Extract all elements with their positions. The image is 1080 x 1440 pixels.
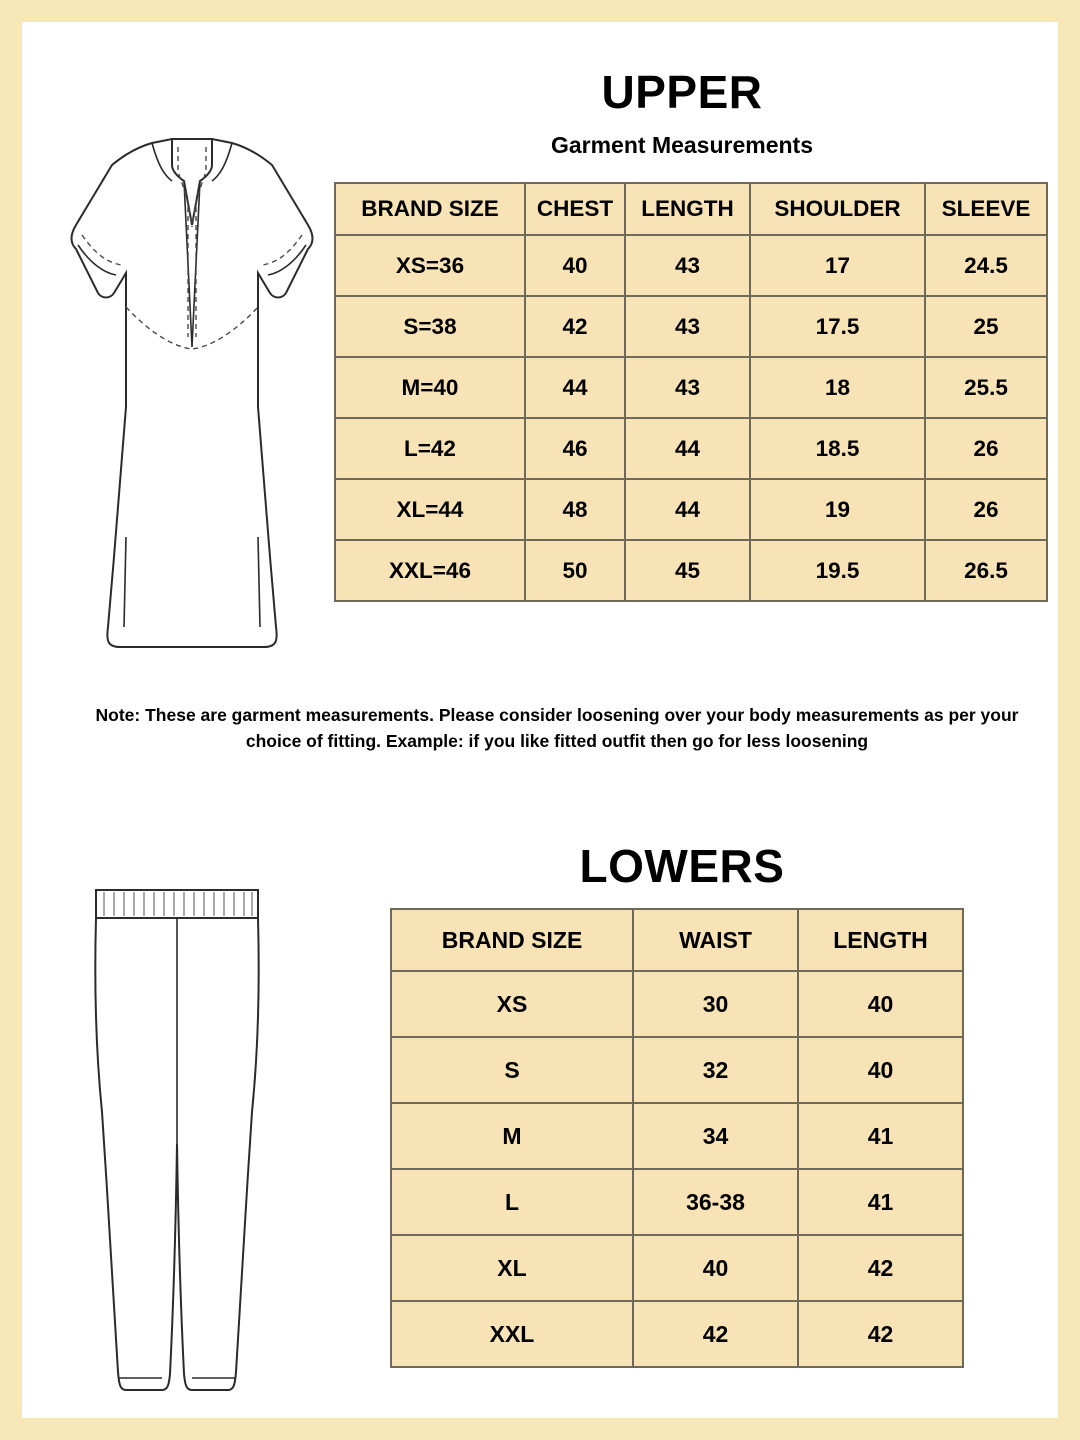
cell-sleeve: 25.5 (925, 357, 1047, 418)
cell-sleeve: 26 (925, 479, 1047, 540)
column-header-brand-size: BRAND SIZE (391, 909, 633, 971)
cell-length: 44 (625, 418, 750, 479)
cell-brand-size: XS=36 (335, 235, 525, 296)
cell-shoulder: 17.5 (750, 296, 925, 357)
cell-sleeve: 26 (925, 418, 1047, 479)
cell-waist: 32 (633, 1037, 798, 1103)
cell-brand-size: M=40 (335, 357, 525, 418)
cell-length: 42 (798, 1235, 963, 1301)
cell-length: 41 (798, 1103, 963, 1169)
cell-brand-size: M (391, 1103, 633, 1169)
table-row (391, 1235, 963, 1301)
cell-length: 43 (625, 235, 750, 296)
column-header-sleeve: SLEEVE (925, 183, 1047, 235)
cell-shoulder: 19 (750, 479, 925, 540)
cell-waist: 36-38 (633, 1169, 798, 1235)
cell-brand-size: XL=44 (335, 479, 525, 540)
table-header-row (335, 183, 1047, 235)
column-header-length: LENGTH (625, 183, 750, 235)
cell-waist: 30 (633, 971, 798, 1037)
cell-brand-size: S (391, 1037, 633, 1103)
upper-title: UPPER (601, 66, 763, 118)
cell-chest: 40 (525, 235, 625, 296)
column-header-shoulder: SHOULDER (750, 183, 925, 235)
cell-chest: 42 (525, 296, 625, 357)
table-row (335, 235, 1047, 296)
cell-length: 41 (798, 1169, 963, 1235)
kurta-illustration (42, 107, 342, 667)
lowers-section (22, 812, 1058, 1418)
cell-length: 45 (625, 540, 750, 601)
cell-length: 43 (625, 357, 750, 418)
upper-note: Note: These are garment measurements. Please consider loosening over your body measurements as per your choice of fitting. Example: if you like fitted outfit then go for less loosening (95, 705, 1019, 751)
cell-chest: 48 (525, 479, 625, 540)
cell-shoulder: 18.5 (750, 418, 925, 479)
cell-brand-size: XXL (391, 1301, 633, 1367)
table-row (391, 1169, 963, 1235)
upper-subtitle: Garment Measurements (550, 132, 814, 158)
cell-shoulder: 17 (750, 235, 925, 296)
cell-chest: 46 (525, 418, 625, 479)
cell-waist: 34 (633, 1103, 798, 1169)
cell-length: 40 (798, 1037, 963, 1103)
column-header-length: LENGTH (798, 909, 963, 971)
cell-chest: 50 (525, 540, 625, 601)
cell-length: 43 (625, 296, 750, 357)
cell-sleeve: 25 (925, 296, 1047, 357)
table-row (335, 540, 1047, 601)
upper-section (22, 22, 1058, 762)
pyjama-illustration (52, 872, 302, 1412)
cell-brand-size: XS (391, 971, 633, 1037)
cell-length: 42 (798, 1301, 963, 1367)
lowers-measurements-table (390, 908, 964, 1368)
table-row (335, 479, 1047, 540)
cell-sleeve: 24.5 (925, 235, 1047, 296)
cell-shoulder: 19.5 (750, 540, 925, 601)
table-header-row (391, 909, 963, 971)
size-chart-page (22, 22, 1058, 1418)
table-row (391, 1301, 963, 1367)
table-row (391, 971, 963, 1037)
cell-shoulder: 18 (750, 357, 925, 418)
cell-waist: 40 (633, 1235, 798, 1301)
table-row (391, 1037, 963, 1103)
cell-chest: 44 (525, 357, 625, 418)
upper-measurements-table (334, 182, 1048, 602)
cell-brand-size: L (391, 1169, 633, 1235)
column-header-waist: WAIST (633, 909, 798, 971)
table-row (335, 296, 1047, 357)
cell-brand-size: S=38 (335, 296, 525, 357)
table-row (391, 1103, 963, 1169)
column-header-chest: CHEST (525, 183, 625, 235)
table-row (335, 357, 1047, 418)
cell-sleeve: 26.5 (925, 540, 1047, 601)
cell-length: 44 (625, 479, 750, 540)
column-header-brand-size: BRAND SIZE (335, 183, 525, 235)
cell-brand-size: L=42 (335, 418, 525, 479)
cell-brand-size: XL (391, 1235, 633, 1301)
lowers-title: LOWERS (579, 840, 785, 892)
cell-length: 40 (798, 971, 963, 1037)
cell-waist: 42 (633, 1301, 798, 1367)
table-row (335, 418, 1047, 479)
cell-brand-size: XXL=46 (335, 540, 525, 601)
